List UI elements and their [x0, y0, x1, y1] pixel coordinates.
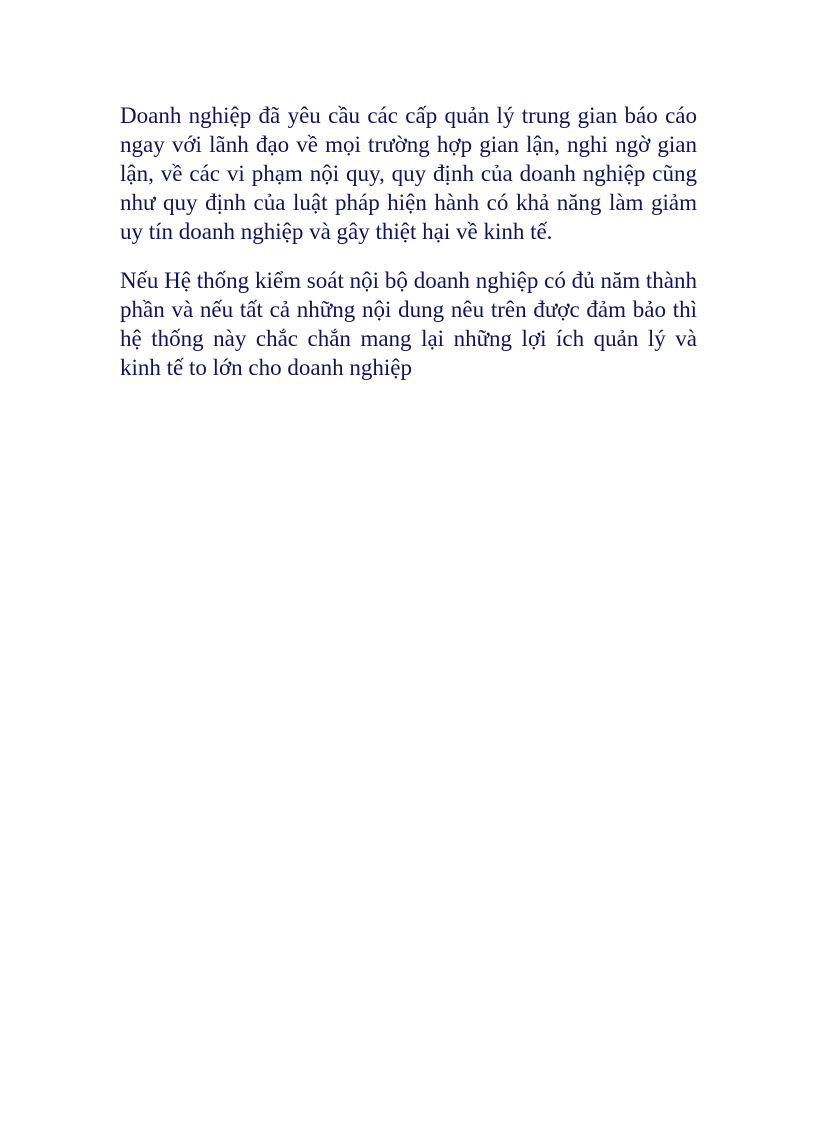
paragraph-reporting-requirement: Doanh nghiệp đã yêu cầu các cấp quản lý trung gian báo cáo ngay với lãnh đạo về mọi trường hợp gian lận, nghi ngờ gian lận, về các vi phạm nội quy, quy định của doanh nghiệp cũng như quy định của luật pháp hiện hành có khả năng làm giảm uy tín doanh nghiệp và gây thiệt hại về kinh tế. [120, 103, 697, 244]
document-page [120, 101, 697, 382]
paragraph-internal-control-benefits: Nếu Hệ thống kiểm soát nội bộ doanh nghiệp có đủ năm thành phần và nếu tất cả những nội dung nêu trên được đảm bảo thì hệ thống này chắc chắn mang lại những lợi ích quản lý và kinh tế to lớn cho doanh nghiệp [120, 268, 697, 380]
